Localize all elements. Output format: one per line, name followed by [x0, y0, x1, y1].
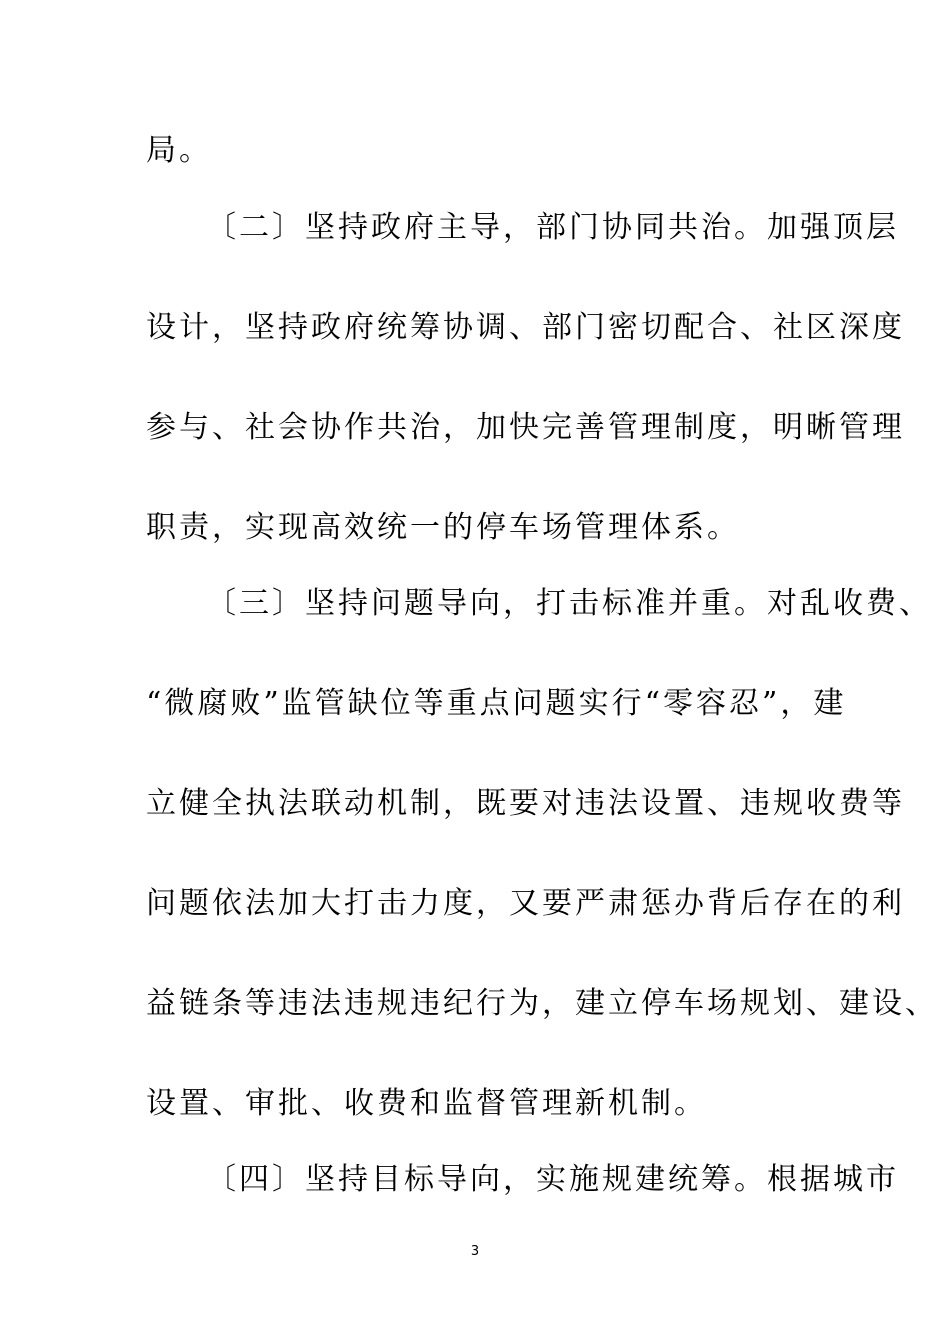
text-line-12: 〔四〕坚持目标导向，实施规建统筹。根据城市 [206, 1162, 899, 1197]
text-line-1: 局。 [146, 133, 212, 168]
text-line-2: 〔二〕坚持政府主导，部门协同共治。加强顶层 [206, 210, 899, 245]
text-line-10: 益链条等违法违规违纪行为，建立停车场规划、建设、 [146, 986, 938, 1021]
text-line-8: 立健全执法联动机制，既要对违法设置、违规收费等 [146, 786, 905, 821]
text-line-11: 设置、审批、收费和监督管理新机制。 [146, 1086, 707, 1121]
text-line-7: “微腐败”监管缺位等重点问题实行“零容忍”，建 [146, 686, 847, 721]
page-number: 3 [470, 1244, 480, 1259]
text-line-9: 问题依法加大打击力度，又要严肃惩办背后存在的利 [146, 886, 905, 921]
text-line-3: 设计，坚持政府统筹协调、部门密切配合、社区深度 [146, 310, 905, 345]
text-line-4: 参与、社会协作共治，加快完善管理制度，明晰管理 [146, 410, 905, 445]
text-line-6: 〔三〕坚持问题导向，打击标准并重。对乱收费、 [206, 586, 932, 621]
text-line-5: 职责，实现高效统一的停车场管理体系。 [146, 510, 740, 545]
